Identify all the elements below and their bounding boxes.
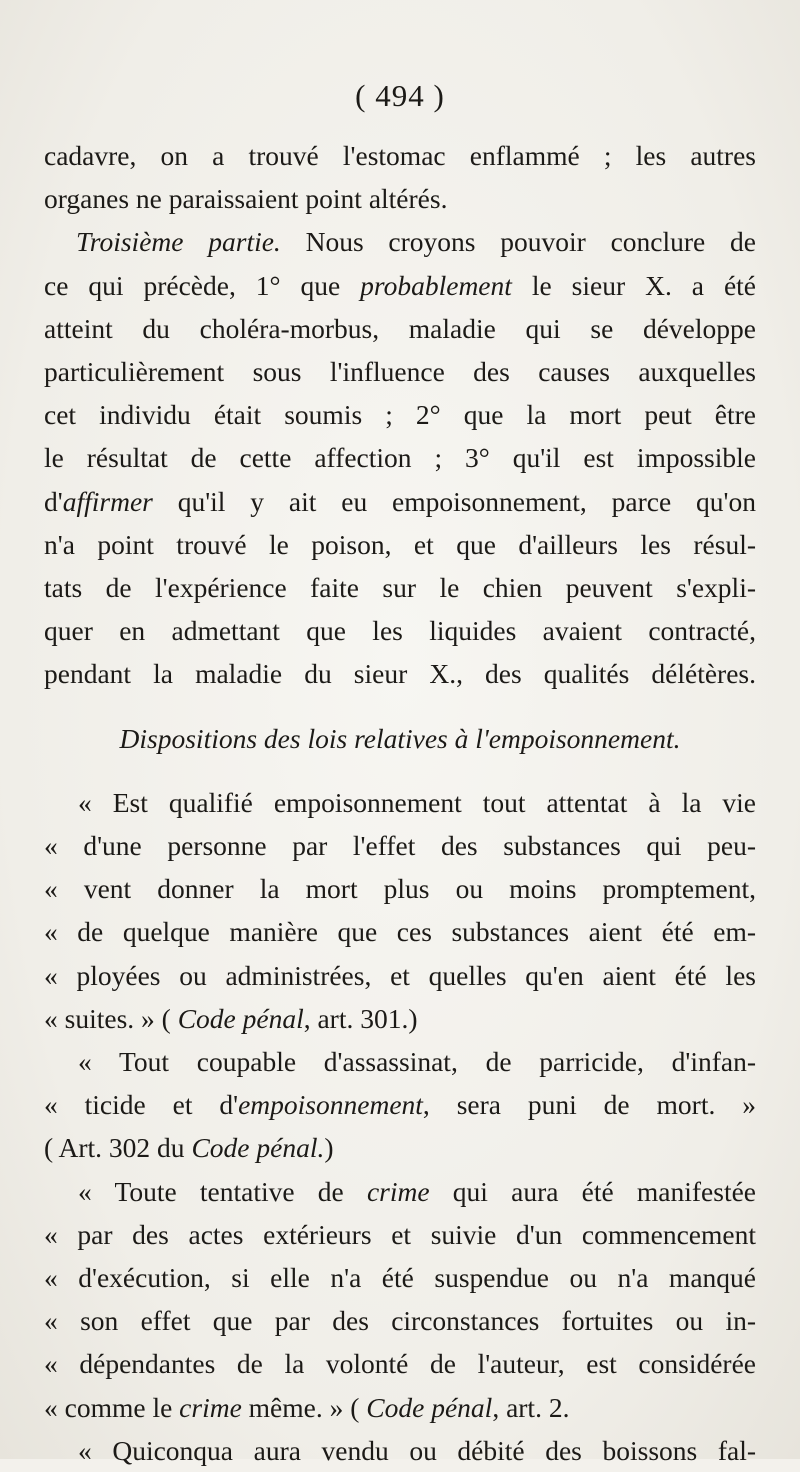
text-run: « Toute tentative de — [78, 1175, 367, 1207]
text-run: qui aura été manifestée — [429, 1175, 756, 1207]
text-line: cet individu était soumis ; 2° que la mort peut être — [44, 399, 756, 431]
text-run: empoisonnement — [238, 1089, 423, 1121]
quote-line — [44, 1170, 756, 1213]
text-run: , art. 301.) — [303, 1002, 418, 1034]
quote-line: « Quiconqua aura vendu ou débité des boissons fal- — [78, 1434, 756, 1466]
text-run: ) — [324, 1132, 334, 1164]
text-run: crime — [366, 1175, 430, 1207]
section-gap — [44, 696, 756, 717]
text-run: Nous croyons pouvoir conclure de — [280, 226, 757, 258]
text-line — [44, 220, 756, 263]
quote-line — [44, 1386, 756, 1429]
text-line: organes ne paraissaient point altérés. — [44, 183, 448, 215]
text-line: tats de l'expérience faite sur le chien peuvent s'expli- — [44, 572, 756, 604]
text-line: n'a point trouvé le poison, et que d'ailleurs les résul- — [44, 528, 756, 560]
quote-line: « par des actes extérieurs et suivie d'un commencement — [44, 1218, 756, 1250]
section-gap — [44, 760, 756, 781]
text-line: quer en admettant que les liquides avaient contracté, — [44, 615, 756, 647]
text-run: , sera puni de mort. » — [422, 1089, 756, 1121]
text-run: qu'il y ait eu empoisonnement, parce qu'on — [152, 485, 756, 517]
quote-line: « Tout coupable d'assassinat, de parricide, d'infan- — [78, 1046, 756, 1078]
text-line: pendant la maladie du sieur X., des qualités délétères. — [44, 658, 756, 690]
quote-line: « son effet que par des circonstances fortuites ou in- — [44, 1305, 756, 1337]
text-run: d' — [44, 485, 63, 517]
quote-line: « dépendantes de la volonté de l'auteur, est considérée — [44, 1348, 756, 1380]
text-run: Code pénal — [177, 1002, 304, 1034]
text-run: affirmer — [62, 485, 153, 517]
page-number: ( 494 ) — [355, 78, 445, 113]
quote-line: « Est qualifié empoisonnement tout attentat à la vie — [78, 786, 756, 818]
section-heading: Dispositions des lois relatives à l'empoisonnement. — [119, 722, 681, 754]
text-run: « ticide et d' — [44, 1089, 239, 1121]
quote-line — [44, 997, 756, 1040]
text-run: , art. 2. — [492, 1391, 570, 1423]
text-run: Code pénal — [366, 1391, 493, 1423]
body-text — [44, 134, 756, 1472]
quote-line — [44, 1126, 756, 1169]
quote-line: « d'une personne par l'effet des substances qui peu- — [44, 830, 756, 862]
text-line — [44, 480, 756, 523]
text-run: « comme le — [44, 1391, 180, 1423]
text-line — [44, 264, 756, 307]
text-run: crime — [179, 1391, 242, 1423]
quote-line: « ployées ou administrées, et quelles qu'en aient été les — [44, 959, 756, 991]
section-title: Troisième partie. — [76, 226, 281, 258]
text-run: ce qui précède, 1° que — [44, 269, 361, 301]
text-run: ( Art. 302 du — [44, 1132, 192, 1164]
text-line: particulièrement sous l'influence des causes auxquelles — [44, 356, 756, 388]
text-run: « suites. » ( — [44, 1002, 178, 1034]
quote-line: « vent donner la mort plus ou moins promptement, — [44, 873, 756, 905]
text-line: cadavre, on a trouvé l'estomac enflammé ; les autres — [44, 140, 756, 171]
text-run: même. » ( — [241, 1391, 367, 1423]
text-run: le sieur X. a été — [511, 269, 756, 301]
quote-line — [44, 1083, 756, 1126]
quote-line: « d'exécution, si elle n'a été suspendue ou n'a manqué — [44, 1262, 756, 1294]
text-run: probablement — [360, 269, 512, 301]
text-line: atteint du choléra-morbus, maladie qui se développe — [44, 312, 756, 344]
text-line: le résultat de cette affection ; 3° qu'il est impossible — [44, 442, 756, 474]
text-run: Code pénal. — [191, 1132, 325, 1164]
quote-line: « de quelque manière que ces substances aient été em- — [44, 916, 756, 948]
